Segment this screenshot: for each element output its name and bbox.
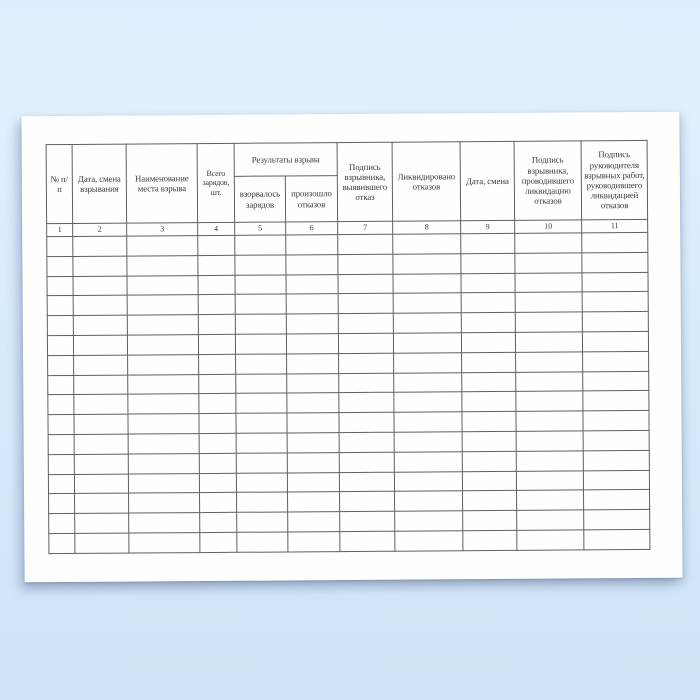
empty-cell-col5 [235,255,286,275]
empty-cell-col8 [395,511,463,531]
empty-cell-col6 [288,492,340,512]
empty-cell-col2 [73,295,127,315]
empty-cell-col11 [584,510,650,530]
empty-cell-col5 [237,512,288,532]
empty-cell-col10 [517,490,584,510]
empty-cell-col4 [198,275,235,295]
col-group-header-blast-results: Результаты взрыва [234,143,337,177]
empty-cell-col2 [73,256,127,276]
empty-cell-col9 [462,412,516,432]
empty-cell-col7 [340,511,395,531]
empty-cell-col7 [339,393,394,413]
empty-cell-col4 [199,354,236,374]
empty-cell-col5 [235,294,286,314]
empty-cell-col7 [339,412,394,432]
empty-cell-col10 [516,451,583,471]
empty-cell-col7 [340,492,395,512]
empty-cell-col6 [287,413,339,433]
empty-cell-col11 [582,272,648,292]
empty-cell-col3 [129,513,200,533]
empty-cell-col8 [393,254,461,274]
empty-cell-col8 [393,234,461,254]
empty-cell-col4 [199,453,236,473]
empty-cell-col1 [47,256,73,276]
empty-cell-col1 [47,316,73,336]
header-row-main [46,140,647,177]
col-header-supervisor-signature: Подпись руководителя взрывных работ, руководившего ликвидацией отказов [581,140,648,219]
empty-cell-col7 [338,294,393,314]
empty-cell-col2 [75,533,129,553]
empty-cell-col9 [462,392,516,412]
empty-cell-col11 [582,312,648,332]
empty-cell-col9 [462,372,516,392]
col-header-charges-exploded: взорвалось зарядов [234,176,285,222]
col-header-blast-date-shift: Дата, смена взрывания [72,144,127,223]
empty-cell-col8 [394,471,462,491]
empty-cell-col11 [584,490,650,510]
table-body [47,232,650,553]
empty-cell-col6 [286,254,338,274]
empty-cell-col4 [198,315,235,335]
empty-cell-col10 [516,411,583,431]
empty-cell-col3 [128,473,199,493]
empty-cell-col7 [339,432,394,452]
empty-cell-col2 [75,513,129,533]
empty-cell-col7 [339,472,394,492]
empty-cell-col8 [394,451,462,471]
empty-cell-col5 [235,334,286,354]
empty-cell-col2 [73,315,127,335]
col-number-3: 3 [127,223,198,236]
empty-cell-col10 [515,332,582,352]
empty-cell-col9 [463,530,517,550]
empty-cell-col8 [394,412,462,432]
empty-cell-col3 [127,295,198,315]
empty-cell-col1 [47,236,73,256]
empty-cell-col3 [127,335,198,355]
empty-cell-col2 [74,454,128,474]
empty-cell-col1 [48,415,74,435]
empty-cell-col8 [394,372,462,392]
empty-cell-col9 [461,332,515,352]
empty-cell-col1 [48,474,74,494]
empty-cell-col1 [47,335,73,355]
empty-cell-col7 [340,531,395,551]
empty-cell-col5 [236,354,287,374]
empty-cell-col6 [286,334,338,354]
empty-cell-col11 [582,292,648,312]
empty-cell-col3 [129,533,200,553]
empty-cell-col1 [47,296,73,316]
empty-cell-col2 [74,434,128,454]
empty-cell-col7 [338,254,393,274]
empty-cell-col6 [286,314,338,334]
empty-cell-col2 [75,493,129,513]
empty-cell-col7 [339,353,394,373]
empty-cell-col9 [463,511,517,531]
empty-cell-col2 [74,355,128,375]
empty-cell-col1 [49,533,75,553]
empty-cell-col9 [461,233,515,253]
empty-cell-col4 [198,334,235,354]
empty-cell-col1 [48,434,74,454]
empty-cell-col10 [516,431,583,451]
empty-cell-col4 [198,295,235,315]
empty-cell-col8 [394,392,462,412]
empty-cell-col10 [516,470,583,490]
col-number-10: 10 [515,220,582,233]
empty-cell-col4 [199,394,236,414]
empty-cell-col9 [462,471,516,491]
empty-cell-col7 [338,313,393,333]
empty-cell-col10 [515,253,582,273]
empty-cell-col11 [583,351,649,371]
empty-cell-col2 [74,414,128,434]
empty-cell-col3 [128,374,199,394]
empty-cell-col6 [288,532,340,552]
empty-cell-col6 [287,373,339,393]
empty-cell-col8 [395,531,463,551]
empty-cell-col5 [236,413,287,433]
empty-cell-col11 [582,232,648,252]
empty-cell-col6 [287,433,339,453]
empty-cell-col10 [515,272,582,292]
empty-cell-col7 [339,452,394,472]
empty-cell-col8 [394,432,462,452]
empty-cell-col4 [198,235,235,255]
empty-cell-col11 [583,411,649,431]
empty-cell-col9 [462,451,516,471]
empty-cell-col9 [461,293,515,313]
empty-cell-col9 [461,313,515,333]
empty-cell-col10 [516,352,583,372]
empty-cell-col10 [515,292,582,312]
empty-cell-col8 [393,293,461,313]
col-number-4: 4 [198,222,235,235]
empty-cell-col2 [74,394,128,414]
empty-cell-col6 [287,452,339,472]
empty-cell-col5 [236,453,287,473]
col-number-5: 5 [235,222,286,235]
empty-cell-col10 [516,371,583,391]
empty-cell-col1 [48,355,74,375]
table-header [46,140,648,236]
empty-cell-col9 [462,431,516,451]
empty-cell-col10 [516,391,583,411]
col-number-1: 1 [47,223,73,236]
col-number-6: 6 [286,222,338,235]
empty-cell-col9 [461,253,515,273]
col-number-9: 9 [461,220,515,233]
empty-cell-col10 [515,233,582,253]
empty-cell-col2 [73,276,127,296]
empty-cell-col1 [49,494,75,514]
empty-cell-col1 [49,514,75,534]
empty-cell-col8 [394,353,462,373]
col-number-7: 7 [338,221,393,234]
col-header-misfires-occurred: произошло отказов [285,176,337,222]
col-header-blaster-signature-eliminated: Подпись взрывника, проводившего ликвидацию отказов [514,141,582,220]
col-number-2: 2 [73,223,127,236]
empty-cell-col1 [47,276,73,296]
empty-cell-col11 [582,252,648,272]
empty-cell-col5 [235,275,286,295]
empty-cell-col5 [236,473,287,493]
empty-cell-col11 [583,371,649,391]
empty-cell-col4 [200,493,237,513]
empty-cell-col3 [127,255,198,275]
col-header-row-number: № п/п [46,144,73,223]
empty-cell-col6 [286,235,338,255]
empty-cell-col6 [287,353,339,373]
empty-cell-col4 [199,433,236,453]
empty-cell-col3 [128,414,199,434]
col-number-11: 11 [582,219,648,232]
empty-cell-col4 [198,255,235,275]
empty-cell-col9 [461,273,515,293]
empty-cell-col5 [235,235,286,255]
col-header-total-charges: Всего зарядов, шт. [197,143,235,222]
empty-cell-col4 [199,473,236,493]
empty-cell-col11 [583,470,649,490]
empty-cell-col4 [200,532,237,552]
empty-cell-col11 [583,430,649,450]
empty-cell-col11 [583,391,649,411]
col-header-date-shift: Дата, смена [460,141,515,220]
empty-cell-col11 [584,529,650,549]
empty-cell-col6 [287,393,339,413]
empty-cell-col11 [583,450,649,470]
empty-cell-col1 [48,395,74,415]
empty-cell-col10 [515,312,582,332]
empty-cell-col3 [128,394,199,414]
empty-cell-col5 [236,433,287,453]
empty-cell-col3 [127,315,198,335]
empty-cell-col3 [128,453,199,473]
empty-cell-col8 [393,313,461,333]
empty-cell-col4 [199,374,236,394]
empty-cell-col7 [338,333,393,353]
empty-cell-col6 [286,274,338,294]
empty-cell-col8 [393,273,461,293]
blast-log-table [46,140,651,554]
empty-cell-col9 [462,352,516,372]
empty-cell-col2 [74,474,128,494]
empty-cell-col7 [338,234,393,254]
empty-cell-col5 [237,492,288,512]
empty-cell-col3 [129,493,200,513]
empty-cell-col6 [287,472,339,492]
empty-cell-col2 [73,335,127,355]
empty-cell-col9 [463,491,517,511]
empty-cell-col4 [200,512,237,532]
col-header-eliminated-misfires: Ликвидировано отказов [392,142,461,221]
empty-cell-col10 [517,530,584,550]
empty-cell-col5 [236,374,287,394]
empty-cell-col3 [128,434,199,454]
empty-cell-col3 [127,275,198,295]
empty-cell-col5 [235,314,286,334]
empty-cell-col1 [48,454,74,474]
empty-cell-col3 [127,236,198,256]
empty-cell-col2 [74,375,128,395]
empty-cell-col2 [73,236,127,256]
document-page [21,112,682,583]
col-header-blaster-signature-detected: Подпись взрывника, выявившего отказ [337,142,393,221]
empty-cell-col8 [395,491,463,511]
col-header-blast-site-name: Наименование места взрыва [126,144,198,223]
col-number-8: 8 [393,221,461,234]
empty-cell-col6 [286,294,338,314]
empty-cell-col4 [199,413,236,433]
empty-cell-col1 [48,375,74,395]
empty-row [49,529,650,553]
empty-cell-col7 [338,274,393,294]
empty-cell-col10 [517,510,584,530]
empty-cell-col11 [582,331,648,351]
empty-cell-col6 [288,512,340,532]
empty-cell-col8 [393,333,461,353]
empty-cell-col3 [128,354,199,374]
empty-cell-col5 [236,393,287,413]
empty-cell-col5 [237,532,288,552]
empty-cell-col7 [339,373,394,393]
